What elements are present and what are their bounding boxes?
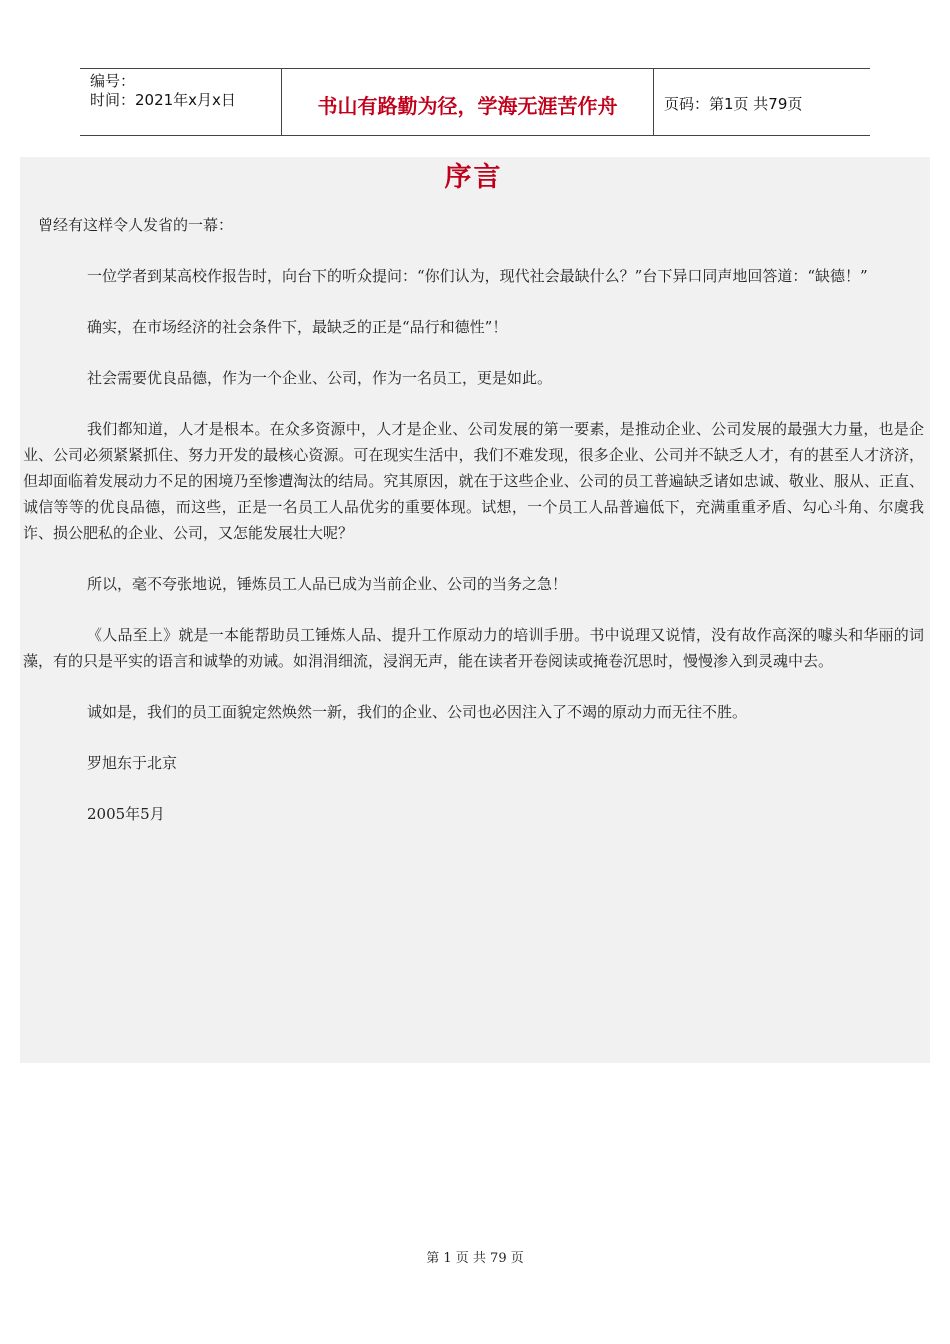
paragraph-2: 一位学者到某高校作报告时，向台下的听众提问：“你们认为，现代社会最缺什么？”台下异口同声地回答道：“缺德！” xyxy=(87,267,868,285)
paragraph-5: 我们都知道，人才是根本。在众多资源中，人才是企业、公司发展的第一要素，是推动企业、公司发展的最强大力量，也是企业、公司必须紧紧抓住、努力开发的最核心资源。可在现实生活中，我们不难发现，很多企业、公司并不缺乏人才，有的甚至人才济济，但却面临着发展动力不足的困境乃至惨遭淘汰的结局。究其原因，就在于这些企业、公司的员工普遍缺乏诸如忠诚、敬业、服从、正直、诚信等等的优良品德，而这些，正是一名员工人品优劣的重要体现。试想，一个员工人品普遍低下，充满重重矛盾、勾心斗角、尔虞我诈、损公肥私的企业、公司，又怎能发展壮大呢？ xyxy=(23,420,924,542)
header-page-info: 页码：第1页 共79页 xyxy=(664,94,803,113)
signature-date: 2005年5月 xyxy=(87,805,165,823)
page-title: 序言 xyxy=(444,162,503,193)
number-label: 编号： xyxy=(90,72,136,90)
time-label: 时间：2021年x月x日 xyxy=(90,91,236,109)
paragraph-7: 《人品至上》就是一本能帮助员工锤炼人品、提升工作原动力的培训手册。书中说理又说情，没有故作高深的噱头和华丽的词藻，有的只是平实的语言和诚挚的劝诫。如涓涓细流，浸润无声，能在读者开卷阅读或掩卷沉思时，慢慢渗入到灵魂中去。 xyxy=(23,626,924,670)
paragraph-8: 诚如是，我们的员工面貌定然焕然一新，我们的企业、公司也必因注入了不竭的原动力而无往不胜。 xyxy=(87,703,748,721)
paragraph-6: 所以，毫不夸张地说，锤炼员工人品已成为当前企业、公司的当务之急！ xyxy=(87,575,568,593)
header-meta xyxy=(80,69,281,135)
signature-author: 罗旭东于北京 xyxy=(87,754,178,772)
page-footer: 第 1 页 共 79 页 xyxy=(426,1251,524,1266)
paragraph-3: 确实，在市场经济的社会条件下，最缺乏的正是“品行和德性”！ xyxy=(87,318,508,336)
header-table xyxy=(80,68,870,136)
content-panel xyxy=(20,157,930,1063)
header-motto: 书山有路勤为径，学海无涯苦作舟 xyxy=(281,69,654,135)
paragraph-4: 社会需要优良品德，作为一个企业、公司，作为一名员工，更是如此。 xyxy=(87,369,553,387)
paragraph-1: 曾经有这样令人发省的一幕： xyxy=(38,216,234,234)
